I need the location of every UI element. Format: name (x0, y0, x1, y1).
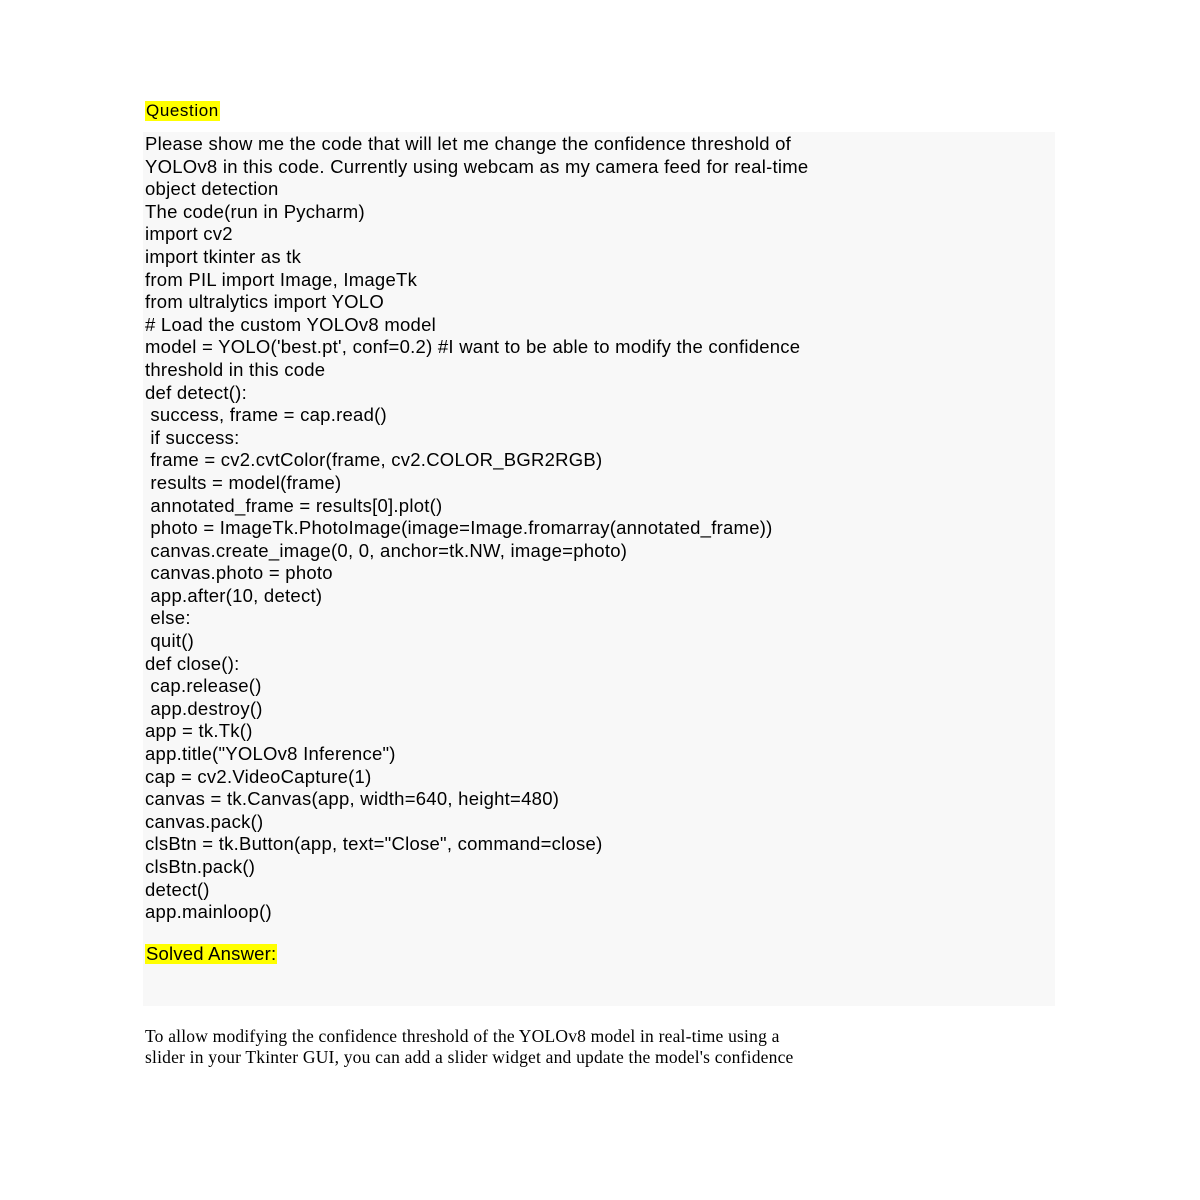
question-line: detect() (145, 878, 210, 900)
question-line: def close(): (145, 652, 240, 674)
question-line: frame = cv2.cvtColor(frame, cv2.COLOR_BGR2RGB) (145, 449, 603, 471)
question-line: cap = cv2.VideoCapture(1) (145, 765, 372, 787)
question-line: model = YOLO('best.pt', conf=0.2) #I want to be able to modify the confidence (145, 336, 801, 358)
question-line: threshold in this code (145, 358, 326, 380)
question-line: from ultralytics import YOLO (145, 291, 384, 313)
question-line: app = tk.Tk() (145, 720, 253, 742)
answer-line: To allow modifying the confidence threshold of the YOLOv8 model in real-time using a (145, 1026, 780, 1046)
question-line: app.title("YOLOv8 Inference") (145, 743, 396, 765)
answer-heading (145, 943, 277, 965)
question-line: annotated_frame = results[0].plot() (145, 494, 443, 516)
answer-line: slider in your Tkinter GUI, you can add a slider widget and update the model's confidence (145, 1047, 794, 1067)
question-line: if success: (145, 426, 240, 448)
question-line: from PIL import Image, ImageTk (145, 268, 418, 290)
question-label: Question (146, 101, 219, 120)
question-line: photo = ImageTk.PhotoImage(image=Image.fromarray(annotated_frame)) (145, 517, 773, 539)
question-line: Please show me the code that will let me change the confidence threshold of (145, 133, 792, 154)
question-line: canvas.create_image(0, 0, anchor=tk.NW, image=photo) (145, 539, 628, 561)
question-line: YOLOv8 in this code. Currently using webcam as my camera feed for real-time (145, 155, 809, 177)
question-line: canvas.photo = photo (145, 562, 333, 584)
question-line: import cv2 (145, 223, 233, 245)
question-line: canvas.pack() (145, 810, 264, 832)
question-line: import tkinter as tk (145, 245, 302, 267)
question-line: quit() (145, 630, 195, 652)
question-body (145, 133, 1045, 924)
question-heading (145, 101, 220, 121)
question-line: object detection (145, 178, 279, 200)
question-line: def detect(): (145, 381, 247, 403)
question-line: else: (145, 607, 191, 629)
question-line: cap.release() (145, 675, 262, 697)
question-line: success, frame = cap.read() (145, 404, 387, 426)
question-line: app.after(10, detect) (145, 584, 323, 606)
question-line: canvas = tk.Canvas(app, width=640, height=480) (145, 788, 560, 810)
question-line: # Load the custom YOLOv8 model (145, 313, 436, 335)
question-line: app.destroy() (145, 697, 263, 719)
question-line: results = model(frame) (145, 471, 342, 493)
question-line: clsBtn = tk.Button(app, text="Close", command=close) (145, 833, 603, 855)
question-line: The code(run in Pycharm) (145, 200, 365, 222)
question-line: app.mainloop() (145, 901, 272, 923)
answer-label: Solved Answer: (146, 943, 277, 964)
answer-body (145, 1026, 1025, 1068)
question-line: clsBtn.pack() (145, 856, 256, 877)
